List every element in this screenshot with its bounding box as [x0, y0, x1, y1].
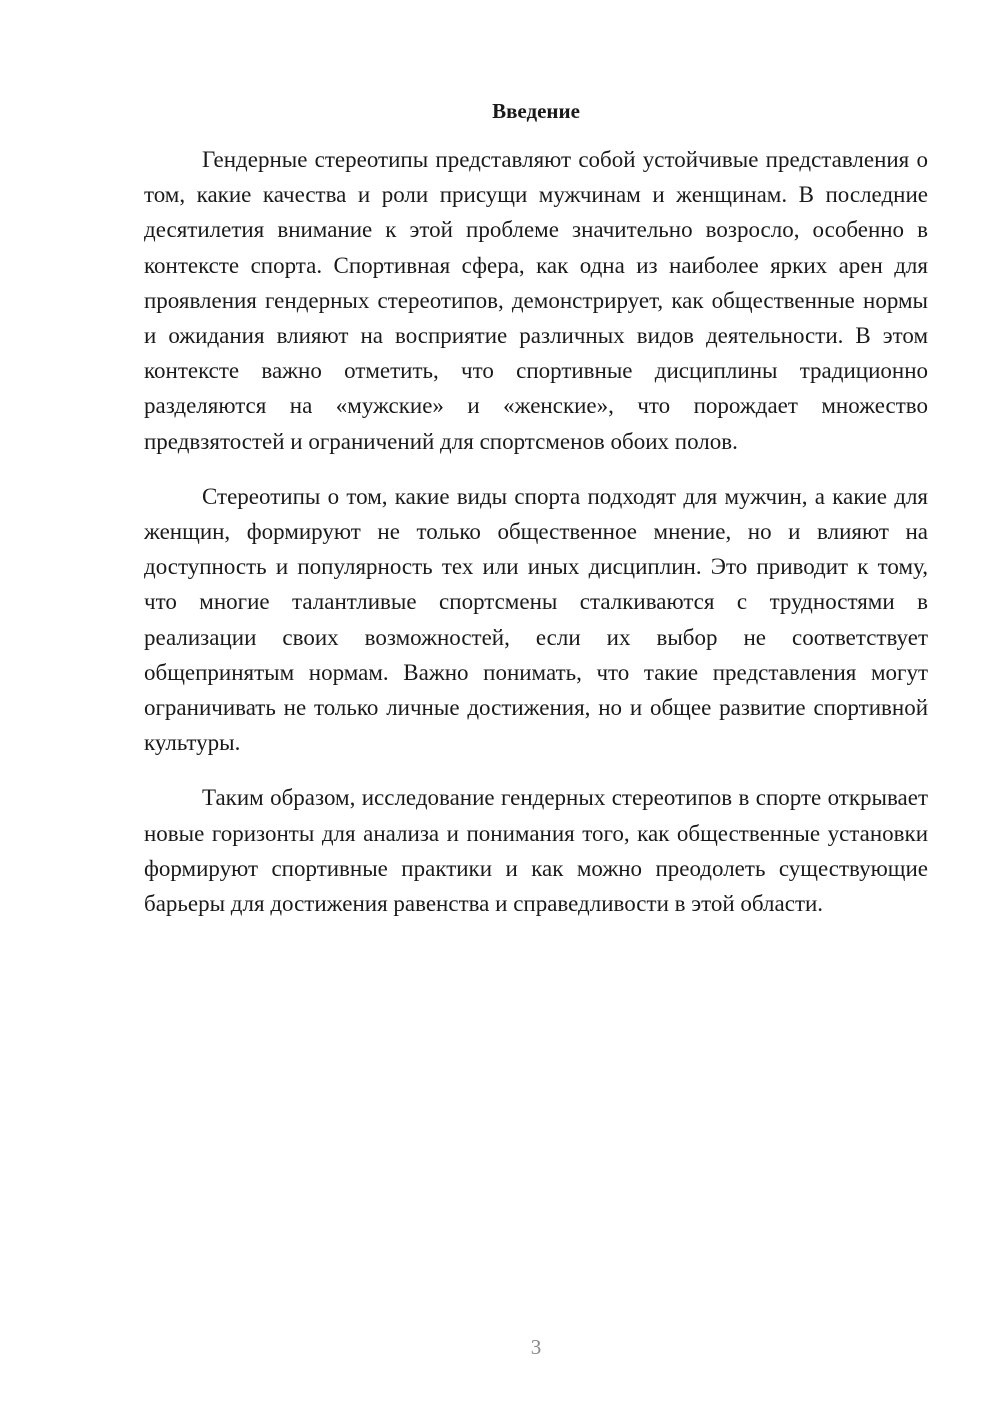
page-number: 3 — [530, 1335, 542, 1359]
paragraph-1: Гендерные стереотипы представляют собой устойчивые представления о том, какие качества и роли присущи мужчинам и женщинам. В последние десятилетия внимание к этой проблеме значительно возросло, особенно в контексте спорта. Спортивная сфера, как одна из наиболее ярких арен для проявления гендерных стереотипов, демонстрирует, как общественные нормы и ожидания влияют на восприятие различных видов деятельности. В этом контексте важно отметить, что спортивные дисциплины традиционно разделяются на «мужские» и «женские», что порождает множество предвзятостей и ограничений для спортсменов обоих полов. — [144, 147, 928, 454]
paragraph-3: Таким образом, исследование гендерных стереотипов в спорте открывает новые горизонты для анализа и понимания того, как общественные установки формируют спортивные практики и как можно преодолеть существующие барьеры для достижения равенства и справедливости в этой области. — [144, 785, 928, 917]
body-text — [144, 142, 928, 941]
section-title: Введение — [492, 99, 580, 123]
paragraph-2: Стереотипы о том, какие виды спорта подходят для мужчин, а какие для женщин, формируют не только общественное мнение, но и влияют на доступность и популярность тех или иных дисциплин. Это приводит к тому, что многие талантливые спортсмены сталкиваются с трудностями в реализации своих возможностей, если их выбор не соответствует общепринятым нормам. Важно понимать, что такие представления могут ограничивать не только личные достижения, но и общее развитие спортивной культуры. — [144, 483, 928, 756]
